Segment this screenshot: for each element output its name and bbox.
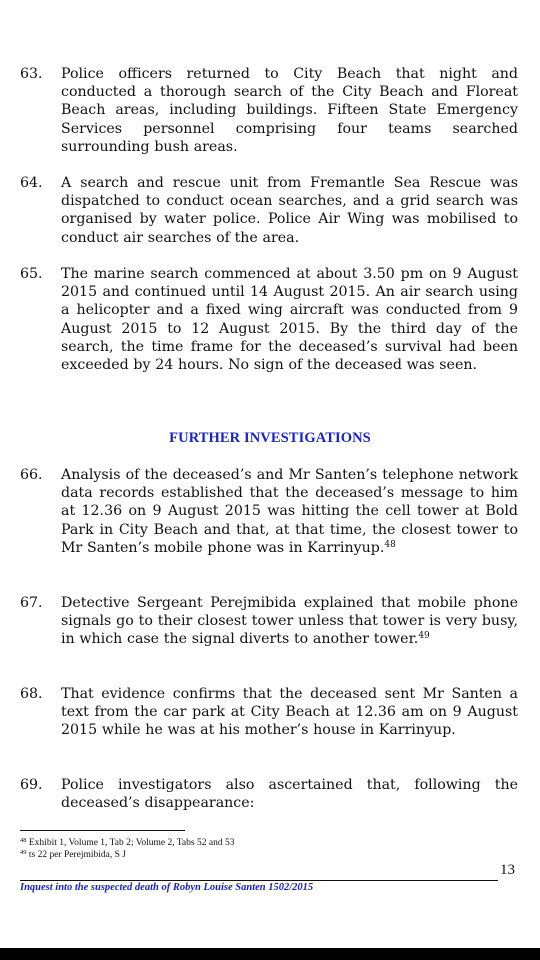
paragraph-text [61, 466, 518, 557]
paragraph-68 [20, 685, 518, 740]
footnote-ref[interactable]: 48 [384, 539, 396, 550]
paragraph-number: 64. [20, 175, 43, 191]
paragraph-text: Police investigators also ascertained that, following the deceased’s disappearance: [61, 777, 518, 812]
paragraph-body: Detective Sergeant Perejmibida explained that mobile phone signals go to their closest tower unless that tower is very busy, in which case the signal diverts to another tower. [61, 595, 518, 648]
footnote-48 [20, 838, 234, 849]
paragraph-body: Analysis of the deceased’s and Mr Santen’s telephone network data records established that the deceased’s message to him at 12.36 on 9 August 2015 was hitting the cell tower at Bold Park in City Beach and that, at that time, the closest tower to Mr Santen’s mobile phone was in Karrinyup. [61, 467, 518, 556]
paragraph-69 [20, 776, 518, 812]
paragraph-66 [20, 466, 518, 557]
paragraph-text: The marine search commenced at about 3.50 pm on 9 August 2015 and continued until 14 August 2015. An air search using a helicopter and a fixed wing aircraft was conducted from 9 August 2015 to 12 August 2015. By the third day of the search, the time frame for the deceased’s survival had been exceeded by 24 hours. No sign of the deceased was seen. [61, 266, 518, 374]
paragraph-number: 69. [20, 777, 43, 793]
paragraph-number: 63. [20, 66, 43, 82]
paragraph-65 [20, 265, 518, 374]
paragraph-text [61, 594, 518, 649]
paragraph-63 [20, 65, 518, 156]
paragraph-text: Police officers returned to City Beach that night and conducted a thorough search of the City Beach and Floreat Beach areas, including buildings. Fifteen State Emergency Services personnel comprising four teams searched surrounding bush areas. [61, 66, 518, 155]
paragraph-text: A search and rescue unit from Fremantle Sea Rescue was dispatched to conduct ocean searches, and a grid search was organised by water police. Police Air Wing was mobilised to conduct air searches of the area. [61, 175, 518, 246]
paragraph-number: 67. [20, 595, 43, 611]
paragraph-67 [20, 594, 518, 649]
bottom-bar [0, 948, 540, 960]
paragraph-64 [20, 174, 518, 247]
footnote-text: Exhibit 1, Volume 1, Tab 2; Volume 2, Tabs 52 and 53 [28, 838, 235, 848]
footer-title: Inquest into the suspected death of Robyn Louise Santen 1502/2015 [20, 882, 314, 893]
footnote-ref[interactable]: 49 [418, 631, 430, 642]
page-number: 13 [500, 862, 515, 878]
paragraph-number: 65. [20, 266, 43, 282]
paragraph-number: 66. [20, 467, 43, 483]
footnote-divider [20, 830, 185, 831]
footnote-text: ts 22 per Perejmibida, S J [28, 850, 126, 860]
footnote-number: 48 [20, 837, 27, 844]
section-heading: FURTHER INVESTIGATIONS [169, 430, 371, 446]
footnote-49 [20, 850, 126, 861]
footer-divider [20, 880, 498, 881]
footnote-number: 49 [20, 849, 27, 856]
paragraph-number: 68. [20, 686, 43, 702]
paragraph-text: That evidence confirms that the deceased sent Mr Santen a text from the car park at City Beach at 12.36 am on 9 August 2015 while he was at his mother’s house in Karrinyup. [61, 686, 518, 739]
